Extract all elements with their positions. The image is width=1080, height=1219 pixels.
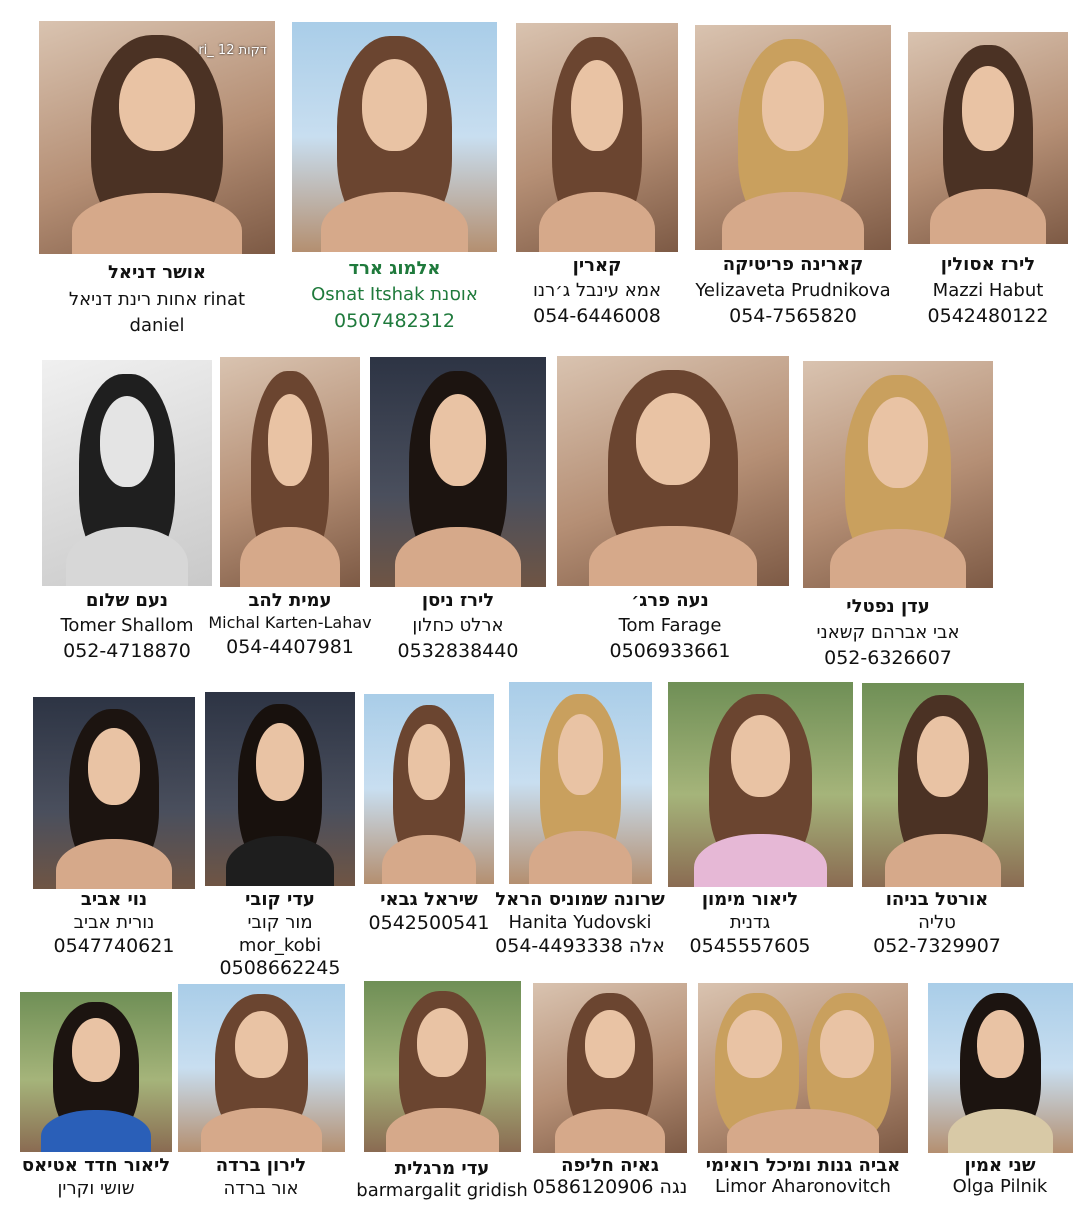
contact-relation: אמא עינבל ג׳רנו — [532, 280, 662, 301]
person-name: קארינה פריטיקה — [722, 254, 864, 275]
portrait-photo — [862, 683, 1024, 887]
contact-relation: אחות רינת דניאל rinat — [68, 289, 246, 310]
contact-relation: Limor Aharonovitch — [715, 1176, 891, 1197]
person-name: ליאור חדד אטיאס — [21, 1155, 171, 1176]
portrait-photo — [557, 356, 789, 586]
contact-relation: Michal Karten-Lahav — [208, 613, 372, 632]
person-name: שיראל גבאי — [380, 889, 478, 910]
face-shape — [362, 59, 428, 151]
person-name: קארין — [572, 255, 622, 276]
face-shape — [868, 397, 929, 488]
person-name: שרונה שמוניס הראל — [495, 889, 665, 910]
portrait-photo — [205, 692, 355, 886]
contact-relation: ארלט כחלון — [412, 615, 504, 636]
face-shape — [585, 1010, 634, 1078]
contact-relation: Olga Pilnik — [952, 1176, 1048, 1197]
contact-relation: Hanita Yudovski — [508, 912, 652, 933]
torso-shape — [386, 1108, 499, 1152]
contact-relation: barmargalit gridish — [356, 1180, 528, 1201]
contact-phone: 054-4407981 — [226, 636, 354, 658]
contact-relation: Yelizaveta Prudnikova — [695, 280, 891, 301]
torso-shape — [930, 189, 1045, 244]
face-shape — [962, 66, 1013, 151]
portrait-photo — [292, 22, 497, 252]
face-shape — [72, 1018, 121, 1082]
portrait-photo — [220, 357, 360, 587]
portrait-photo — [516, 23, 678, 252]
portrait-photo — [908, 32, 1068, 244]
person-name: אלמוג ארד — [348, 258, 441, 279]
person-name: נעם שלום — [85, 590, 169, 611]
face-shape — [727, 1010, 782, 1078]
portrait-photo — [928, 983, 1073, 1153]
portrait-photo — [33, 697, 195, 889]
torso-shape — [539, 192, 656, 252]
person-name: אושר דניאל — [107, 262, 207, 283]
person-name: ליאור מימון — [701, 889, 799, 910]
portrait-photo — [364, 694, 494, 884]
portrait-photo — [668, 682, 853, 887]
contact-relation: Osnat Itshak אוסנת — [311, 284, 478, 305]
portrait-photo — [509, 682, 652, 884]
torso-shape — [240, 527, 341, 587]
face-shape — [820, 1010, 875, 1078]
contact-relation: טליה — [918, 912, 956, 933]
face-shape — [977, 1010, 1023, 1078]
torso-shape — [66, 527, 188, 586]
contact-relation: Mazzi Habut — [932, 280, 1044, 301]
face-shape — [762, 61, 825, 151]
contact-relation: אבי אברהם קשאני — [816, 622, 960, 643]
contact-relation: שושי וקרין — [57, 1178, 135, 1199]
portrait-photo — [533, 983, 687, 1153]
face-shape — [571, 60, 623, 152]
contact-relation: אור ברדה — [223, 1178, 299, 1199]
person-name: לירז ניסן — [421, 590, 495, 611]
face-shape — [256, 723, 304, 801]
face-shape — [430, 394, 486, 486]
contact-phone: 054-4493338 אלה — [495, 935, 665, 957]
contact-phone: 0508662245 — [219, 957, 341, 979]
contact-relation: 0586120906 נגה — [532, 1176, 688, 1198]
face-shape — [235, 1011, 288, 1078]
person-name: נעה פרג׳ — [631, 590, 709, 611]
torso-shape — [226, 836, 334, 886]
person-name: עמית להב — [248, 590, 332, 611]
contact-phone: 0542500541 — [368, 912, 490, 934]
face-shape — [636, 393, 710, 485]
face-shape — [408, 724, 450, 800]
contact-phone: 0507482312 — [334, 310, 455, 332]
torso-shape — [395, 527, 522, 587]
portrait-photo — [364, 981, 521, 1152]
contact-phone: 054-7565820 — [729, 305, 857, 327]
portrait-photo — [20, 992, 172, 1152]
contact-relation: Tomer Shallom — [60, 615, 194, 636]
contact-relation: Tom Farage — [618, 615, 722, 636]
torso-shape — [694, 834, 827, 887]
torso-shape — [529, 831, 632, 884]
portrait-photo — [803, 361, 993, 588]
person-name: עדן נפטלי — [846, 596, 930, 617]
face-shape — [417, 1008, 467, 1076]
contact-phone: 052-4718870 — [63, 640, 191, 662]
contact-extra: mor_kobi — [238, 935, 322, 956]
torso-shape — [201, 1108, 321, 1152]
torso-shape — [948, 1109, 1052, 1153]
torso-shape — [555, 1109, 666, 1153]
contact-phone: 0506933661 — [609, 640, 731, 662]
face-shape — [917, 716, 969, 798]
contact-relation: נורית אביב — [73, 912, 155, 933]
torso-shape — [72, 193, 242, 254]
face-shape — [268, 394, 313, 486]
contact-phone: 0545557605 — [689, 935, 811, 957]
torso-shape — [722, 192, 863, 251]
person-name: לירון ברדה — [215, 1155, 307, 1176]
torso-shape — [41, 1110, 150, 1152]
face-shape — [100, 396, 154, 486]
contact-relation: מור קובי — [247, 912, 313, 933]
person-name: עדי קובי — [245, 889, 315, 910]
contact-extra: daniel — [129, 315, 185, 336]
face-shape — [731, 715, 790, 797]
contact-phone: 0547740621 — [53, 935, 175, 957]
portrait-photo — [370, 357, 546, 587]
person-name: אורטל בניהו — [885, 889, 989, 910]
person-name: אביה גנות ומיכל רואימי — [705, 1155, 901, 1176]
portrait-photo — [42, 360, 212, 586]
portrait-photo — [695, 25, 891, 250]
torso-shape — [589, 526, 756, 586]
face-shape — [119, 58, 195, 151]
contact-phone: 052-7329907 — [873, 935, 1001, 957]
portrait-photo — [698, 983, 908, 1153]
person-name: עדי מרגלית — [394, 1158, 490, 1179]
torso-shape — [56, 839, 173, 889]
contact-phone: 0532838440 — [397, 640, 519, 662]
contact-relation: גדנית — [729, 912, 771, 933]
torso-shape — [830, 529, 967, 588]
person-name: נוי אביב — [80, 889, 148, 910]
face-shape — [88, 728, 140, 805]
torso-shape — [885, 834, 1002, 887]
person-name: לירז אסולין — [940, 254, 1036, 275]
contact-phone: 0542480122 — [927, 305, 1049, 327]
person-name: גאיה חליפה — [561, 1155, 659, 1176]
contact-phone: 054-6446008 — [533, 305, 661, 327]
torso-shape — [321, 192, 469, 252]
portrait-photo — [178, 984, 345, 1152]
person-name: שני אמין — [964, 1155, 1036, 1176]
torso-shape — [382, 835, 476, 884]
contact-phone: 052-6326607 — [824, 647, 952, 669]
portrait-photo — [39, 21, 275, 254]
face-shape — [558, 714, 604, 795]
story-overlay-text: ri_ 12 דקות — [198, 43, 267, 58]
